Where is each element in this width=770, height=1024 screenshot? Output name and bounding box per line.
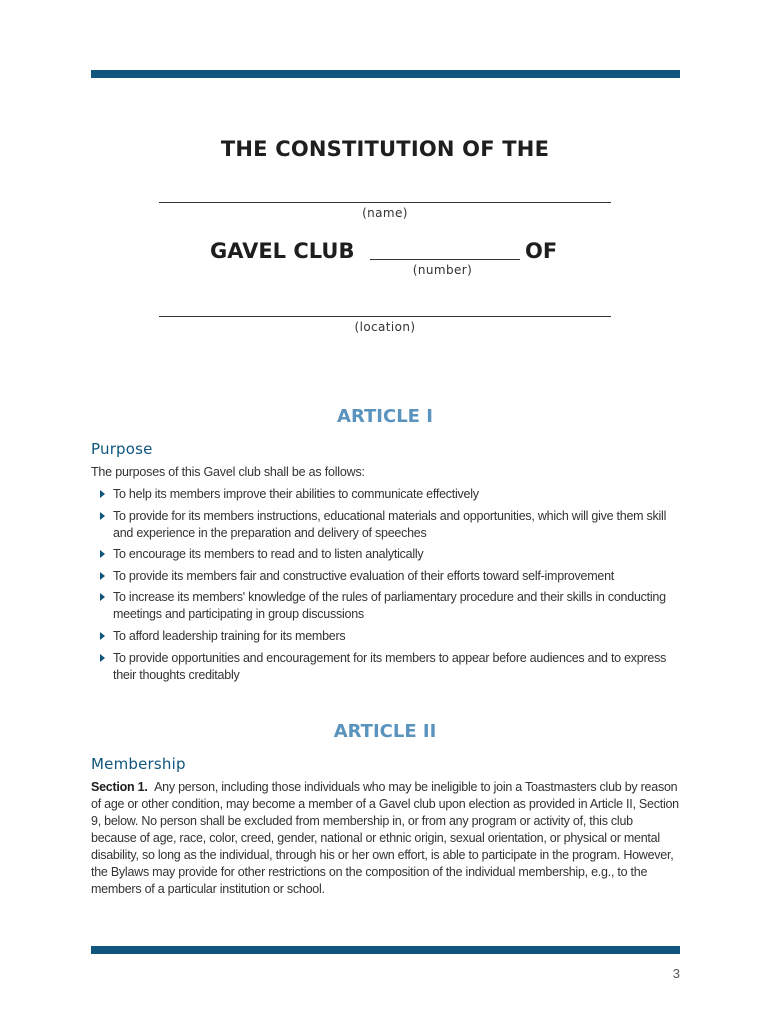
membership-heading: Membership: [91, 755, 186, 773]
membership-section-1: [91, 779, 681, 898]
purpose-intro: The purposes of this Gavel club shall be as follows:: [91, 465, 365, 479]
purpose-list: [100, 486, 680, 688]
list-item-text: To afford leadership training for its members: [113, 628, 346, 643]
list-item-text: To help its members improve their abilities to communicate effectively: [113, 487, 479, 501]
section-text: Any person, including those individuals who may be ineligible to join a Toastmasters club by reason of age or other condition, may become a member of a Gavel club upon election as provided in Article II, Section 9, below. No person shall be excluded from membership in, or from any program or activity of, this club because of age, race, color, creed, gender, national or ethnic origin, sexual orientation, or physical or mental disability, so long as the individual, through his or her own effort, is able to participate in the program. However, the Bylaws may provide for other restrictions on the composition of the individual membership, e.g., to the members of a particular institution or school.: [91, 780, 679, 896]
list-item-text: To increase its members' knowledge of the rules of parliamentary procedure and their skills in conducting meetings and participating in group discussions: [113, 590, 666, 622]
name-blank-line: [159, 202, 611, 203]
list-item-text: To provide for its members instructions, educational materials and opportunities, which will give them skill and experience in the preparation and delivery of speeches: [113, 508, 667, 540]
list-item: [100, 508, 680, 542]
bullet-arrow-icon: [100, 593, 105, 601]
list-item-text: To provide opportunities and encouragement for its members to appear before audiences and to express their thoughts creditably: [113, 650, 667, 682]
list-item: [100, 486, 680, 503]
section-label: Section 1.: [91, 780, 148, 794]
bottom-rule: [91, 946, 680, 954]
list-item: [100, 546, 680, 563]
location-blank-line: [159, 316, 611, 317]
list-item: [100, 568, 680, 585]
document-title: THE CONSTITUTION OF THE: [220, 137, 550, 161]
page-number: 3: [672, 966, 680, 981]
list-item: [100, 650, 680, 684]
bullet-arrow-icon: [100, 490, 105, 498]
article-2-heading: ARTICLE II: [333, 721, 437, 742]
bullet-arrow-icon: [100, 632, 105, 640]
list-item-text: To encourage its members to read and to listen analytically: [113, 547, 424, 562]
bullet-arrow-icon: [100, 512, 105, 520]
bullet-arrow-icon: [100, 654, 105, 662]
purpose-heading: Purpose: [91, 440, 153, 458]
number-blank-line: [370, 259, 520, 260]
list-item-text: To provide its members fair and constructive evaluation of their efforts toward self-improvement: [113, 568, 614, 583]
gavel-club-label: GAVEL CLUB: [210, 239, 355, 263]
number-caption: (number): [412, 263, 473, 277]
bullet-arrow-icon: [100, 550, 105, 558]
bullet-arrow-icon: [100, 572, 105, 580]
of-label: OF: [525, 239, 558, 263]
article-1-heading: ARTICLE I: [337, 406, 433, 427]
list-item: [100, 628, 680, 645]
location-caption: (location): [354, 320, 416, 334]
top-rule: [91, 70, 680, 78]
list-item: [100, 589, 680, 623]
name-caption: (name): [362, 206, 408, 220]
